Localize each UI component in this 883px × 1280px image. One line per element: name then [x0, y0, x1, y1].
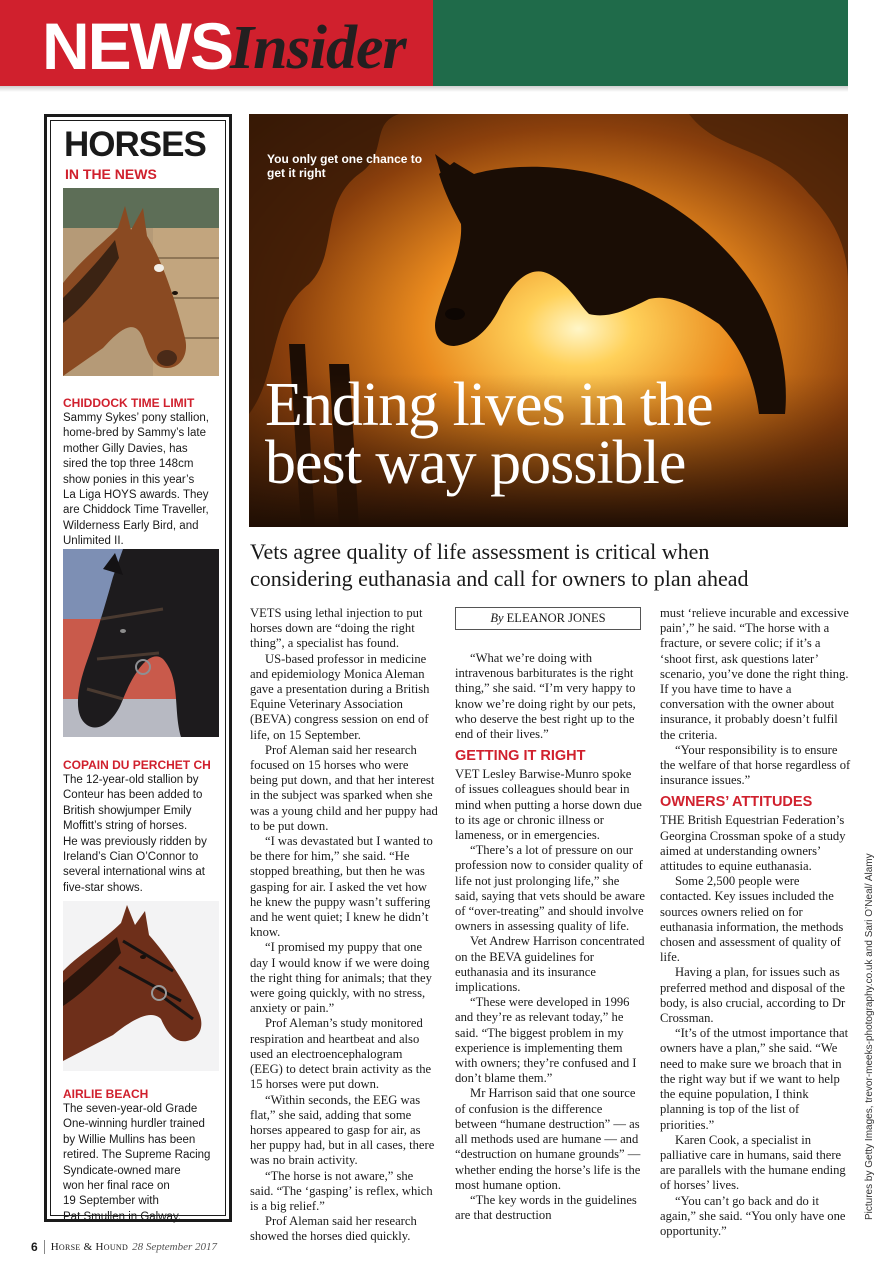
masthead-shadow — [0, 86, 848, 92]
page-number: 6 — [31, 1240, 38, 1254]
hero-photo — [249, 114, 848, 527]
headline — [265, 371, 845, 497]
sidebar-line: Ireland’s Cian O’Connor to — [63, 851, 199, 864]
sidebar-line: home-bred by Sammy’s late — [63, 427, 206, 440]
byline-by: By — [490, 611, 504, 625]
sidebar-line: won her final race on — [63, 1180, 170, 1193]
paragraph: Karen Cook, a specialist in palliative care in humans, said there are parallels with the humane ending of horses’ lives. — [660, 1132, 846, 1193]
sidebar-inner-border — [50, 120, 226, 1223]
sidebar-heading-2: COPAIN DU PERCHET CH — [63, 758, 211, 772]
paragraph: “Your responsibility is to ensure the welfare of that horse regardless of insurance issues.” — [660, 742, 851, 788]
paragraph: US-based professor in medicine and epidemiology Monica Aleman gave a presentation during a British Equine Veterinary Association (BEVA) congress session on end of life, on 15 September. — [250, 651, 430, 742]
paragraph: VET Lesley Barwise-Munro spoke of issues colleagues should bear in mind when putting a horse down due to its age or chronic illness or lameness, or in emergencies. — [455, 767, 642, 843]
crosshead-getting-it-right: GETTING IT RIGHT — [455, 748, 586, 765]
sidebar-line: five-star shows. — [63, 881, 143, 894]
sidebar-line: The 12-year-old stallion by — [63, 774, 199, 786]
article-column-1 — [250, 606, 438, 1245]
crosshead-owners-attitudes: OWNERS’ ATTITUDES — [660, 794, 813, 811]
paragraph: “There’s a lot of pressure on our profession now to consider quality of life not just prolonging life,” she said, saying that vets should be aware of “over-treating” and should involve owners in assessing quality of life. — [455, 843, 645, 934]
picture-credit: Pictures by Getty Images, trevor-meeks-photography.co.uk and Sari O’Neal/ Alamy — [864, 853, 875, 1220]
sidebar-text-1 — [63, 411, 223, 550]
sidebar-line: Wilderness Early Bird, and — [63, 519, 199, 532]
sidebar-title: HORSES — [64, 125, 206, 164]
masthead-insider: Insider — [230, 14, 406, 82]
sidebar-heading-3: AIRLIE BEACH — [63, 1087, 149, 1101]
sidebar-line: Unlimited II. — [63, 535, 124, 548]
paragraph: “The key words in the guidelines are that destruction — [455, 1192, 637, 1223]
masthead-green-block — [433, 0, 848, 86]
sidebar-heading-1: CHIDDOCK TIME LIMIT — [63, 396, 195, 410]
paragraph: “I was devastated but I wanted to be there for him,” she said. “He stopped breathing, but then he was gasping for air. I asked the vet how he knew the puppy wasn’t suffering and he went quiet; I knew he didn’t know. — [250, 834, 433, 940]
sidebar-line: One-winning hurdler trained — [63, 1118, 205, 1131]
article-column-2 — [455, 651, 645, 1223]
byline-author: ELEANOR JONES — [506, 611, 606, 625]
photo-chiddock-time-limit — [63, 188, 219, 376]
paragraph: Prof Aleman’s study monitored respiration and heartbeat and also used an electroencephalogram (EEG) to detect brain activity as the 15 horses were put down. — [250, 1016, 432, 1092]
paragraph: “I promised my puppy that one day I would know if we were doing the right thing for animals; that they were going quickly, with no stress, anxiety or pain.” — [250, 940, 432, 1016]
sidebar-line: retired. The Supreme Racing — [63, 1149, 211, 1162]
sidebar-text-2 — [63, 773, 223, 896]
sidebar-text-3 — [63, 1102, 223, 1225]
photo-copain-du-perchet — [63, 549, 219, 737]
sidebar-line: He was previously ridden by — [63, 835, 207, 848]
paragraph: “Within seconds, the EEG was flat,” she said, adding that some horses appeared to gasp for air, as her puppy had, but in all cases, there was no brain activity. — [250, 1092, 435, 1168]
sidebar-line: are Chiddock Time Traveller, — [63, 504, 209, 517]
hero-quote: You only get one chance to get it right — [267, 152, 423, 180]
sidebar-line: Conteur has been added to — [63, 789, 203, 802]
sidebar-horses-in-the-news — [44, 114, 232, 1222]
masthead-news: NEWS — [42, 9, 232, 83]
paragraph: Mr Harrison said that one source of confusion is the difference between “humane destruction” — as all methods used are humane — and “destruction on humane grounds” — whether ending the horse’s life is the most humane option. — [455, 1086, 641, 1192]
sidebar-line: show ponies in this year’s — [63, 473, 195, 486]
paragraph: Prof Aleman said her research showed the horses died quickly. — [250, 1214, 417, 1244]
sidebar-line: sired the top three 148cm — [63, 458, 194, 471]
paragraph: Vet Andrew Harrison concentrated on the BEVA guidelines for euthanasia and its insurance implications. — [455, 934, 645, 995]
footer-divider — [44, 1240, 45, 1254]
paragraph: “These were developed in 1996 and they’re as relevant today,” he said. “The biggest problem in my experience is implementing them with owners; they’re confused and I don’t blame them.” — [455, 995, 637, 1086]
sidebar-line: British showjumper Emily — [63, 804, 192, 817]
masthead — [0, 0, 848, 86]
paragraph: must ‘relieve incurable and excessive pain’,” he said. “The horse with a fracture, or severe colic; if it’s a ‘shoot first, ask questions later’ scenario, you’ve done the right thing. If you have time to have a conversation with the owner about insurance, it probably doesn’t fulfil the criteria. — [660, 606, 849, 742]
article-column-3 — [660, 606, 852, 1239]
paragraph: “It’s of the utmost importance that owners have a plan,” she said. “We need to make sure we broach that in the right way but if we want to help the equine population, I think planning is top of the list of priorities.” — [660, 1026, 849, 1132]
sidebar-line: Moffitt’s string of horses. — [63, 820, 188, 833]
headline-line-1: Ending lives in the — [265, 371, 713, 439]
byline — [455, 607, 641, 630]
paragraph: THE British Equestrian Federation’s Georgina Crossman spoke of a study aimed at understanding owners’ attitudes to equine euthanasia. — [660, 813, 846, 874]
sidebar-line: Syndicate-owned mare — [63, 1164, 181, 1177]
paragraph: Some 2,500 people were contacted. Key issues included the sources owners relied on for euthanasia information, the methods chosen and assessment of quality of life. — [660, 874, 844, 965]
standfirst-line-2: considering euthanasia and call for owners to plan ahead — [250, 566, 749, 591]
photo-airlie-beach — [63, 901, 219, 1071]
paragraph: Prof Aleman said her research focused on 15 horses who were being put down, and that her interest in the subject was sparked when she was a young child and her puppy had to be put down. — [250, 742, 438, 833]
paragraph: Having a plan, for issues such as preferred method and disposal of the body, is also crucial, according to Dr Crossman. — [660, 965, 846, 1026]
page-footer — [31, 1240, 217, 1254]
sidebar-line: The seven-year-old Grade — [63, 1103, 198, 1115]
publication-name: Horse & Hound — [50, 1241, 129, 1253]
sidebar-line: mother Gilly Davies, has — [63, 442, 188, 455]
standfirst-line-1: Vets agree quality of life assessment is critical when — [250, 539, 710, 564]
standfirst — [250, 538, 848, 592]
sidebar-line: Sammy Sykes’ pony stallion, — [63, 412, 209, 424]
sidebar-subtitle: IN THE NEWS — [65, 166, 157, 182]
headline-line-2: best way possible — [265, 429, 686, 497]
sidebar-line: 19 September with — [63, 1195, 159, 1208]
paragraph: “What we’re doing with intravenous barbiturates is the right thing,” she said. “I’m very happy to know we’re doing right by our pets, who deserve the best right up to the end of their lives.” — [455, 651, 636, 742]
sidebar-line: several international wins at — [63, 866, 205, 879]
paragraph: VETS using lethal injection to put horses down are “doing the right thing”, a specialist has found. — [250, 606, 423, 651]
paragraph: “You can’t go back and do it again,” she said. “You only have one opportunity.” — [660, 1193, 846, 1238]
sidebar-line: by Willie Mullins has been — [63, 1133, 196, 1146]
sidebar-line: La Liga HOYS awards. They — [63, 489, 209, 502]
sidebar-line: Pat Smullen in Galway. — [63, 1210, 182, 1223]
issue-date: 28 September 2017 — [132, 1241, 218, 1253]
paragraph: “The horse is not aware,” she said. “The ‘gasping’ is reflex, which is a big relief.” — [250, 1168, 433, 1213]
